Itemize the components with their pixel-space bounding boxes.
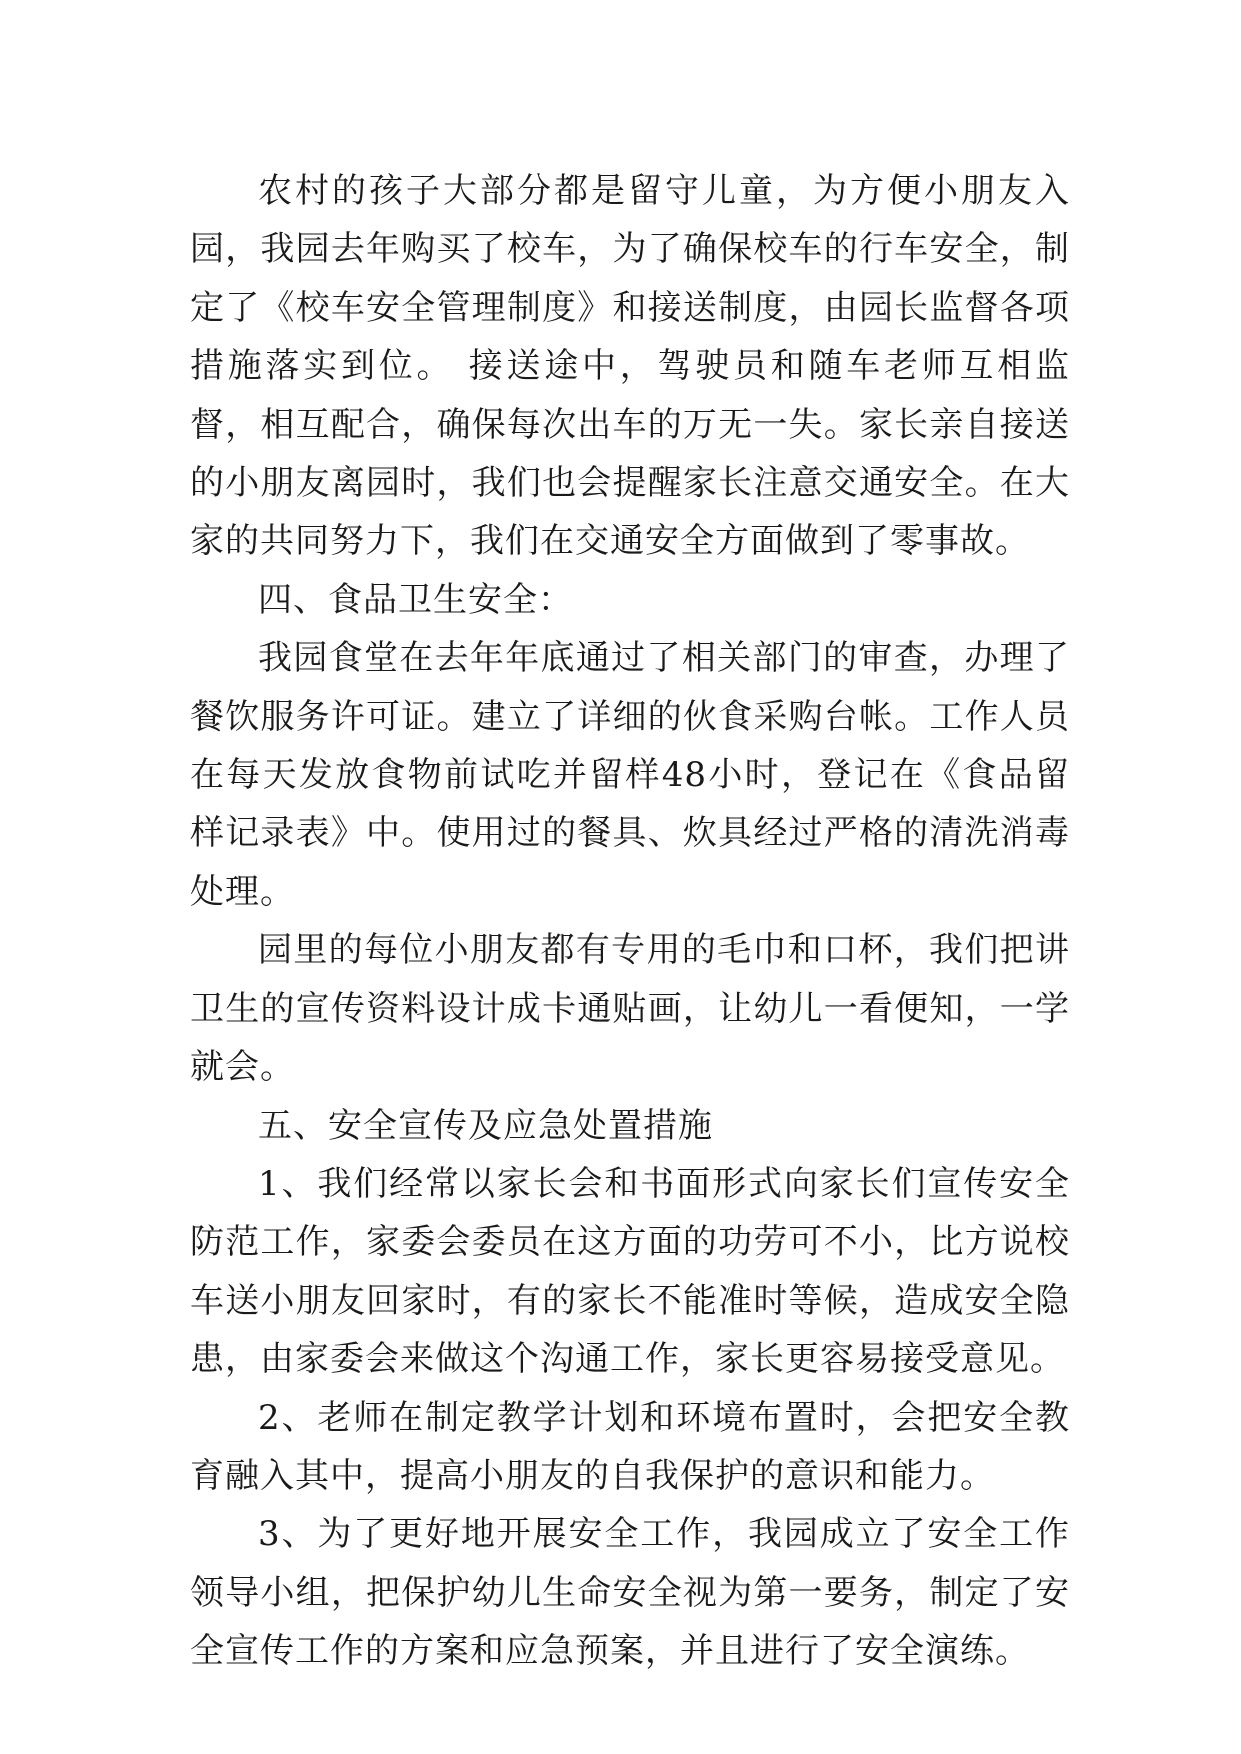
document-body bbox=[190, 162, 1070, 1681]
paragraph-hygiene-supplies: 园里的每位小朋友都有专用的毛巾和口杯，我们把讲卫生的宣传资料设计成卡通贴画，让幼儿一看便知，一学就会。 bbox=[190, 930, 1070, 1088]
heading-safety-publicity: 五、安全宣传及应急处置措施 bbox=[258, 1105, 713, 1146]
paragraph-safety-team: 3、为了更好地开展安全工作，我园成立了安全工作领导小组，把保护幼儿生命安全视为第一要务，制定了安全宣传工作的方案和应急预案，并且进行了安全演练。 bbox=[190, 1514, 1070, 1672]
paragraph-traffic-safety: 农村的孩子大部分都是留守儿童，为方便小朋友入园，我园去年购买了校车，为了确保校车的行车安全，制定了《校车安全管理制度》和接送制度，由园长监督各项措施落实到位。 接送途中，驾驶员和随车老师互相监督，相互配合，确保每次出车的万无一失。家长亲自接送的小朋友离园时，我们也会提醒家长注意交通安全。在大家的共同努力下，我们在交通安全方面做到了零事故。 bbox=[190, 171, 1070, 562]
heading-food-hygiene: 四、食品卫生安全： bbox=[258, 579, 573, 620]
paragraph-canteen: 我园食堂在去年年底通过了相关部门的审查，办理了餐饮服务许可证。建立了详细的伙食采购台帐。工作人员在每天发放食物前试吃并留样48小时，登记在《食品留样记录表》中。使用过的餐具、炊具经过严格的清洗消毒处理。 bbox=[190, 638, 1070, 912]
paragraph-teaching-plan: 2、老师在制定教学计划和环境布置时，会把安全教育融入其中，提高小朋友的自我保护的意识和能力。 bbox=[190, 1397, 1070, 1496]
paragraph-parent-publicity: 1、我们经常以家长会和书面形式向家长们宣传安全防范工作，家委会委员在这方面的功劳可不小，比方说校车送小朋友回家时，有的家长不能准时等候，造成安全隐患，由家委会来做这个沟通工作，家长更容易接受意见。 bbox=[190, 1163, 1070, 1380]
